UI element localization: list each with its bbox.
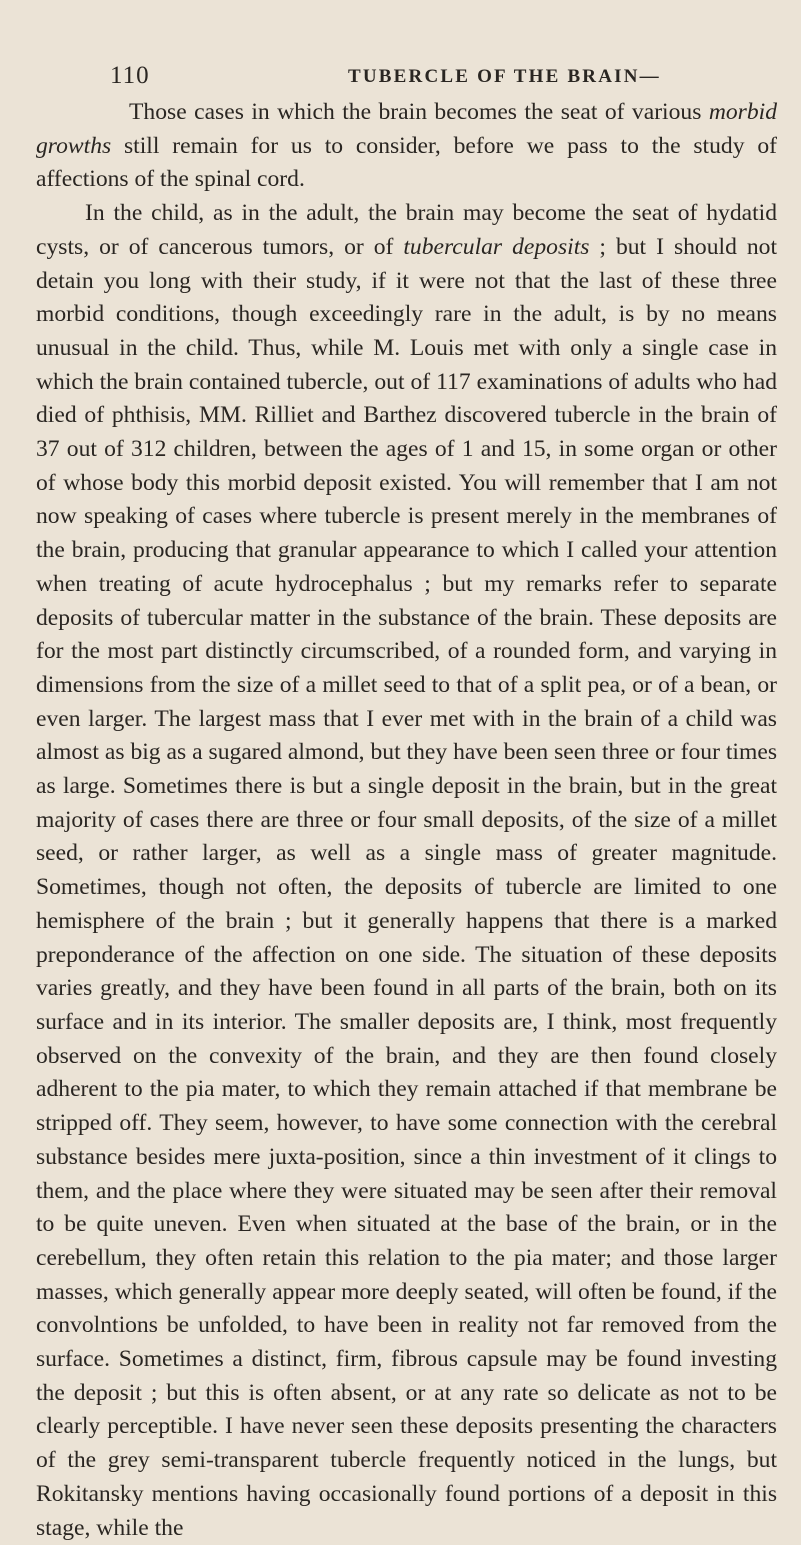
running-head: TUBERCLE OF THE BRAIN— (348, 66, 661, 87)
text-segment: In the child, as in the adult, the brain may become the seat of hydatid cysts, or of cancerous tumors, or of (36, 200, 777, 260)
text-segment: Those cases in which the brain becomes the seat of various (129, 99, 709, 125)
page-number: 110 (110, 62, 150, 89)
italic-term: morbid growths (36, 99, 777, 159)
paragraph-2 (36, 197, 777, 1545)
body-text (36, 96, 777, 1545)
text-segment: still remain for us to consider, before we pass to the study of affections of the spinal cord. (36, 132, 777, 193)
paragraph-1 (36, 96, 777, 197)
italic-term: tubercular deposits (403, 233, 590, 260)
text-segment: ; but I should not detain you long with their study, if it were not that the last of these three morbid conditions, though exceedingly rare in the adult, is by no means unusual in the child. Thus, while M. Louis met with only a single case in which the brain contained tubercle, out of 117 examinations of adults who had died of phthisis, MM. Rilliet and Barthez discovered tubercle in the brain of 37 out of 312 children, between the ages of 1 and 15, in some organ or other of whose body this morbid deposit existed. You will remember that I am not now speaking of cases where tubercle is present merely in the membranes of the brain, producing that granular appearance to which I called your attention when treating of acute hydrocephalus ; but my remarks refer to separate deposits of tubercular matter in the substance of the brain. These deposits are for the most part distinctly circumscribed, of a rounded form, and varying in dimensions from the size of a millet seed to that of a split pea, or of a bean, or even larger. The largest mass that I ever met with in the brain of a child was almost as big as a sugared almond, but they have been seen three or four times as large. Sometimes there is but a single deposit in the brain, but in the great majority of cases there are three or four small deposits, of the size of a millet seed, or rather larger, as well as a single mass of greater magnitude. Sometimes, though not often, the deposits of tubercle are limited to one hemisphere of the brain ; but it generally happens that there is a marked preponderance of the affection on one side. The situation of these deposits varies greatly, and they have been found in all parts of the brain, both on its surface and in its interior. The smaller deposits are, I think, most frequently observed on the convexity of the brain, and they are then found closely adherent to the pia mater, to which they remain attached if that membrane be stripped off. They seem, however, to have some connection with the cerebral substance besides mere juxta-position, since a thin investment of it clings to them, and the place where they were situated may be seen after their removal to be quite uneven. Even when situated at the base of the brain, or in the cerebellum, they often retain this relation to the pia mater; and those larger masses, which generally appear more deeply seated, will often be found, if the convolntions be unfolded, to have been in reality not far removed from the surface. Sometimes a distinct, firm, fibrous capsule may be found investing the deposit ; but this is often absent, or at any rate so delicate as not to be clearly perceptible. I have never seen these deposits presenting the characters of the grey semi-transparent tubercle frequently noticed in the lungs, but Rokitansky mentions having occasionally found portions of a deposit in this stage, while the (36, 233, 778, 1541)
page-header (36, 50, 777, 90)
